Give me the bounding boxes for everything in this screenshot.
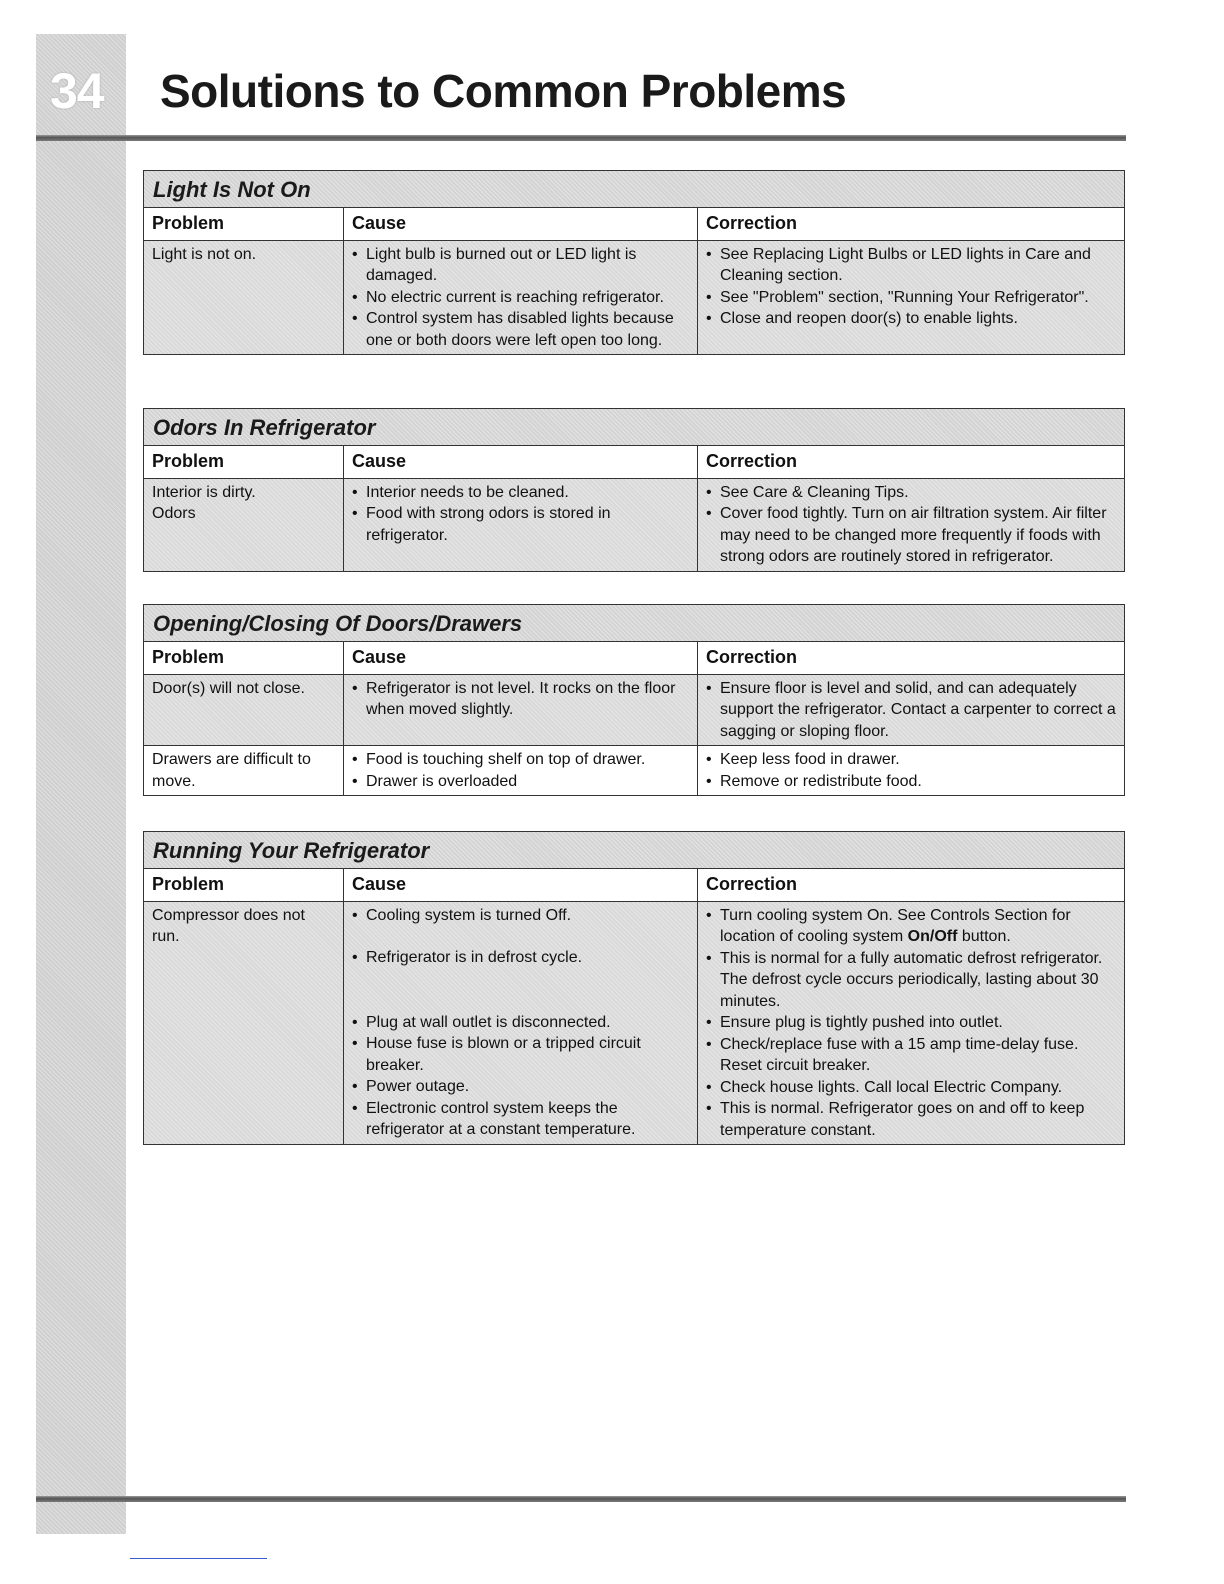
correction-item: • Ensure floor is level and solid, and can adequately support the refrigerator. Contact a carpenter to correct a sagging or sloping floor. [706,678,1116,743]
table-row [144,746,1124,795]
on-off-label: On/Off [907,928,958,945]
section-title: Odors In Refrigerator [144,409,1124,446]
cause-item: • No electric current is reaching refrigerator. [352,287,689,309]
header-correction: Correction [698,642,1124,674]
correction-item: • This is normal for a fully automatic defrost refrigerator. The defrost cycle occurs periodically, lasting about 30 minutes. [706,948,1116,1013]
table-row [144,675,1124,747]
table-header-row [144,869,1124,902]
header-cause: Cause [344,869,698,901]
problem-line: Interior is dirty. [152,483,256,501]
cause-item: • House fuse is blown or a tripped circuit breaker. [352,1033,689,1076]
section-title: Running Your Refrigerator [144,832,1124,869]
correction-item: • Turn cooling system On. See Controls Section for location of cooling system On/Off button. [706,905,1116,948]
cause-item: • Food with strong odors is stored in refrigerator. [352,503,689,546]
header-cause: Cause [344,446,698,478]
table-row [144,479,1124,571]
top-divider [36,135,1126,141]
cause-cell [344,479,698,571]
cause-cell [344,675,698,746]
cause-item: • Light bulb is burned out or LED light is damaged. [352,244,689,287]
correction-item: • Keep less food in drawer. [706,749,1116,771]
header-problem: Problem [144,208,344,240]
cause-item: • Refrigerator is not level. It rocks on the floor when moved slightly. [352,678,689,721]
cause-item: • Cooling system is turned Off. [352,905,689,927]
problem-line: Odors [152,505,196,522]
correction-item: • Close and reopen door(s) to enable lights. [706,308,1116,330]
section-running [143,831,1125,1145]
correction-item: • See "Problem" section, "Running Your Refrigerator". [706,287,1116,309]
correction-item: • Cover food tightly. Turn on air filtration system. Air filter may need to be changed more frequently if foods with strong odors are routinely stored in refrigerator. [706,503,1116,568]
header-cause: Cause [344,642,698,674]
side-strip [36,34,126,1534]
header-correction: Correction [698,869,1124,901]
table-row [144,902,1124,1145]
correction-item: • This is normal. Refrigerator goes on and off to keep temperature constant. [706,1098,1116,1141]
section-odors [143,408,1125,572]
cause-item: • Food is touching shelf on top of drawer. [352,749,689,771]
header-correction: Correction [698,208,1124,240]
correction-item: • Check house lights. Call local Electric Company. [706,1077,1116,1099]
correction-item: • See Care & Cleaning Tips. [706,482,1116,504]
problem-cell: Drawers are difficult to move. [144,746,344,795]
cause-cell [344,902,698,1145]
cause-item: • Power outage. [352,1076,689,1098]
problem-cell: Compressor does not run. [144,902,344,1145]
header-problem: Problem [144,869,344,901]
cause-item: • Refrigerator is in defrost cycle. [352,947,689,969]
table-header-row [144,446,1124,479]
header-correction: Correction [698,446,1124,478]
header-cause: Cause [344,208,698,240]
cause-item: • Plug at wall outlet is disconnected. [352,1012,689,1034]
correction-cell [698,479,1124,571]
section-light-not-on [143,170,1125,355]
section-title: Light Is Not On [144,171,1124,208]
footer-link-underline [130,1558,267,1559]
bottom-divider [36,1496,1126,1502]
cause-cell [344,746,698,795]
cause-item: • Drawer is overloaded [352,771,689,793]
correction-cell [698,902,1124,1145]
correction-cell [698,675,1124,746]
table-header-row [144,208,1124,241]
cause-item: • Control system has disabled lights because one or both doors were left open too long. [352,308,689,351]
problem-cell [144,479,344,571]
section-title: Opening/Closing Of Doors/Drawers [144,605,1124,642]
cause-item: • Interior needs to be cleaned. [352,482,689,504]
correction-item: • Remove or redistribute food. [706,771,1116,793]
problem-cell: Light is not on. [144,241,344,355]
correction-item: • Check/replace fuse with a 15 amp time-delay fuse. Reset circuit breaker. [706,1034,1116,1077]
table-row [144,241,1124,355]
correction-cell [698,746,1124,795]
cause-item: • Electronic control system keeps the refrigerator at a constant temperature. [352,1098,689,1141]
correction-cell [698,241,1124,355]
page-title: Solutions to Common Problems [160,65,847,117]
table-header-row [144,642,1124,675]
page-number: 34 [50,63,104,119]
section-doors-drawers [143,604,1125,796]
correction-item: • See Replacing Light Bulbs or LED lights in Care and Cleaning section. [706,244,1116,287]
header-problem: Problem [144,446,344,478]
header-problem: Problem [144,642,344,674]
cause-cell [344,241,698,355]
problem-cell: Door(s) will not close. [144,675,344,746]
correction-item: • Ensure plug is tightly pushed into outlet. [706,1012,1116,1034]
